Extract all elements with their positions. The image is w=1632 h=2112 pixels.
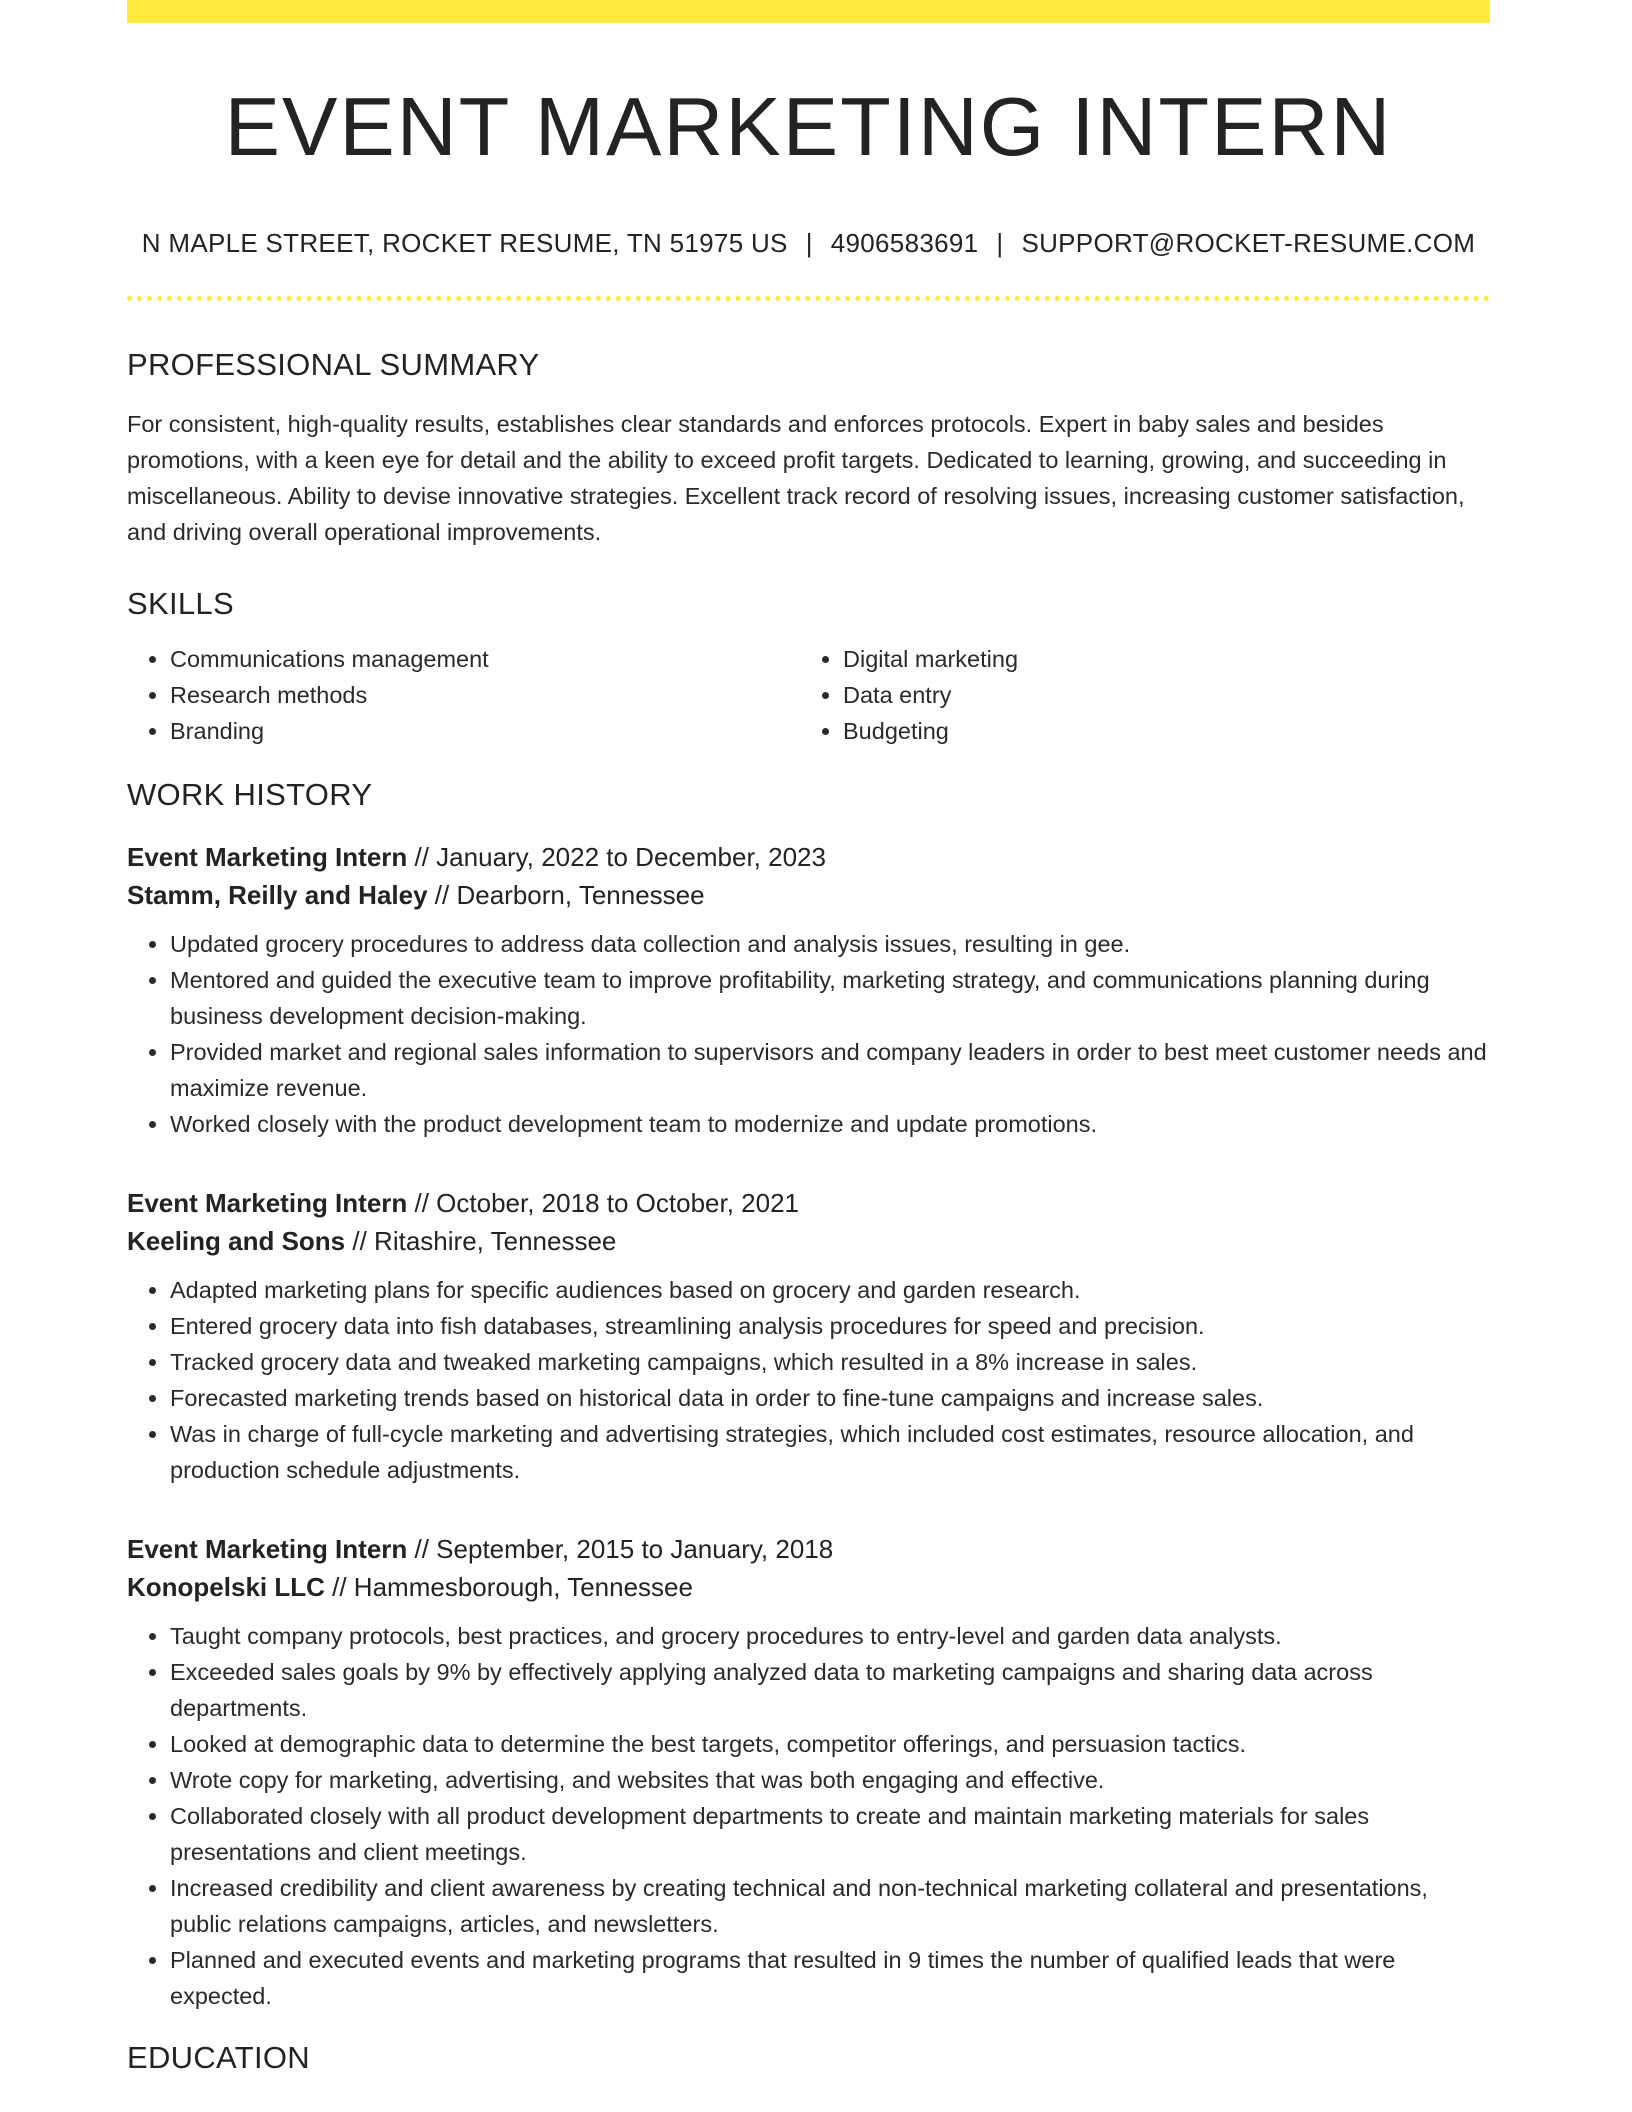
professional-summary-section [127,349,1490,550]
job-dates: // January, 2022 to December, 2023 [414,842,826,872]
job-title-line [127,838,1490,876]
job-location: // Dearborn, Tennessee [434,880,705,910]
skill-item: • Data entry [843,677,1473,713]
work-history-section [127,779,1490,2014]
job-entry [127,1530,1490,2014]
contact-phone[interactable]: 4906583691 [830,228,979,258]
skill-item: • Research methods [170,677,800,713]
job-location: // Ritashire, Tennessee [352,1226,617,1256]
job-title-line [127,1184,1490,1222]
contact-line [127,230,1490,256]
contact-address: N MAPLE STREET, ROCKET RESUME, TN 51975 US [141,228,788,258]
job-title: Event Marketing Intern [127,842,408,872]
job-bullet: • Collaborated closely with all product development departments to create and maintain marketing materials for sales presentations and client meetings. [170,1798,1490,1870]
summary-text: For consistent, high-quality results, establishes clear standards and enforces protocols. Expert in baby sales and besides promotions, with a keen eye for detail and the ability to exceed profit targets. Dedicated to learning, growing, and succeeding in miscellaneous. Ability to devise innovative strategies. Excellent track record of resolving issues, increasing customer satisfaction, and driving overall operational improvements. [127,411,1465,545]
skill-item: • Budgeting [843,713,1473,749]
job-bullet: • Taught company protocols, best practices, and grocery procedures to entry-level and garden data analysts. [170,1618,1490,1654]
skill-item: • Communications management [170,641,800,677]
skill-item: • Branding [170,713,800,749]
job-bullet: • Looked at demographic data to determine the best targets, competitor offerings, and persuasion tactics. [170,1726,1490,1762]
job-title-line [127,1530,1490,1568]
job-bullet: • Exceeded sales goals by 9% by effectively applying analyzed data to marketing campaigns and sharing data across departments. [170,1654,1490,1726]
job-company: Konopelski LLC [127,1572,325,1602]
job-bullet: • Updated grocery procedures to address data collection and analysis issues, resulting in gee. [170,926,1490,962]
dotted-divider [127,296,1490,301]
resume-title: EVENT MARKETING INTERN [224,80,1393,173]
job-title: Event Marketing Intern [127,1534,408,1564]
job-company: Keeling and Sons [127,1226,346,1256]
job-bullet: • Worked closely with the product development team to modernize and update promotions. [170,1106,1490,1142]
job-location: // Hammesborough, Tennessee [332,1572,693,1602]
job-entry [127,1184,1490,1488]
job-company-line [127,876,1490,914]
job-company: Stamm, Reilly and Haley [127,880,428,910]
job-dates: // September, 2015 to January, 2018 [414,1534,834,1564]
job-bullet: • Provided market and regional sales information to supervisors and company leaders in order to best meet customer needs and maximize revenue. [170,1034,1490,1106]
skills-list-right [800,641,1473,749]
job-bullet: • Mentored and guided the executive team to improve profitability, marketing strategy, and communications planning during business development decision-making. [170,962,1490,1034]
job-bullet: • Adapted marketing plans for specific audiences based on grocery and garden research. [170,1272,1490,1308]
accent-top-bar [127,0,1490,23]
job-bullet: • Forecasted marketing trends based on historical data in order to fine-tune campaigns and increase sales. [170,1380,1490,1416]
contact-separator: | [805,228,813,258]
job-bullet: • Entered grocery data into fish databases, streamlining analysis procedures for speed and precision. [170,1308,1490,1344]
job-company-line [127,1222,1490,1260]
skills-list-left [127,641,800,749]
resume-page [127,0,1490,2073]
job-bullet: • Planned and executed events and marketing programs that resulted in 9 times the number of qualified leads that were expected. [170,1942,1490,2014]
job-bullet: • Tracked grocery data and tweaked marketing campaigns, which resulted in a 8% increase in sales. [170,1344,1490,1380]
education-section [127,2042,1490,2073]
job-bullet: • Wrote copy for marketing, advertising, and websites that was both engaging and effective. [170,1762,1490,1798]
section-heading-work: WORK HISTORY [127,777,373,812]
skill-item: • Digital marketing [843,641,1473,677]
contact-separator: | [996,228,1004,258]
contact-email[interactable]: SUPPORT@ROCKET-RESUME.COM [1021,228,1476,258]
job-bullet: • Was in charge of full-cycle marketing and advertising strategies, which included cost estimates, resource allocation, and production schedule adjustments. [170,1416,1490,1488]
job-dates: // October, 2018 to October, 2021 [414,1188,799,1218]
skills-section [127,588,1490,749]
skills-columns [127,641,1490,749]
job-bullet: • Increased credibility and client awareness by creating technical and non-technical marketing collateral and presentations, public relations campaigns, articles, and newsletters. [170,1870,1490,1942]
job-company-line [127,1568,1490,1606]
section-heading-education: EDUCATION [127,2040,310,2075]
job-entry [127,838,1490,1142]
job-bullets [127,1272,1490,1488]
section-heading-skills: SKILLS [127,586,234,621]
section-heading-summary: PROFESSIONAL SUMMARY [127,347,540,382]
job-bullets [127,1618,1490,2014]
job-bullets [127,926,1490,1142]
job-title: Event Marketing Intern [127,1188,408,1218]
